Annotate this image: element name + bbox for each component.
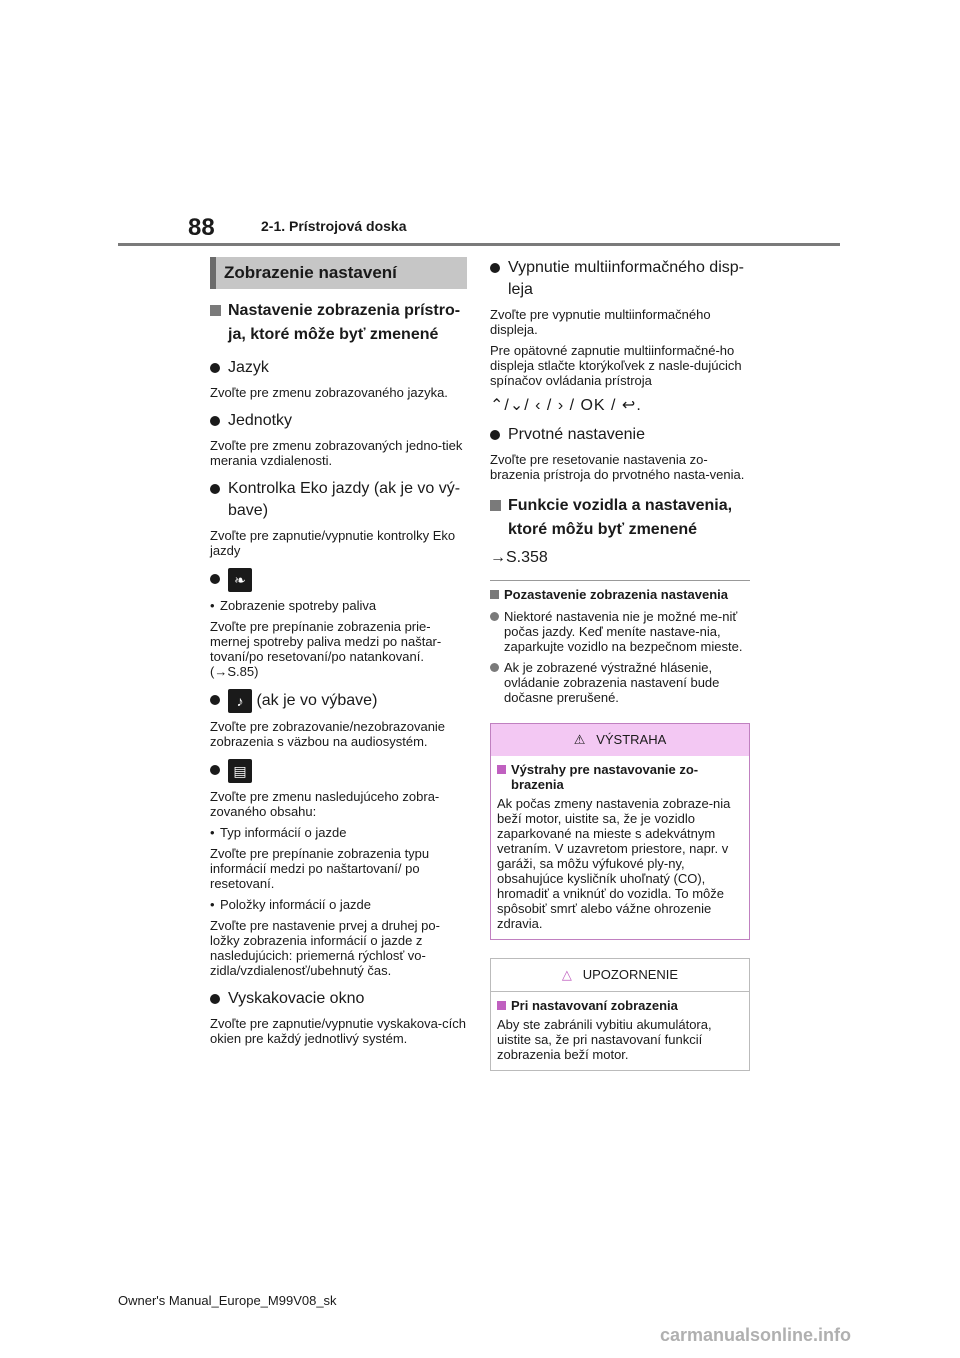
audio-title: (ak je vo výbave) <box>256 692 378 710</box>
item-initial <box>490 424 750 446</box>
bullet-icon <box>490 612 499 621</box>
fuel-desc: Zvoľte pre prepínanie zobrazenia prie-mernej spotreby paliva medzi po naštar-tovaní/po resetovaní/po natankovaní. (→S.85) <box>210 619 442 679</box>
suspension-heading <box>490 587 750 603</box>
square-icon <box>497 1001 506 1010</box>
display-off-desc2: Pre opätovné zapnutie multiinformačné-ho displeja stlačte ktorýkoľvek z nasle-dujúcich spínačov ovládania prístroja <box>490 343 742 388</box>
item-fuel <box>210 568 467 592</box>
leaf-icon: ❧ <box>228 568 252 592</box>
notice-title <box>491 959 749 992</box>
bullet-icon <box>210 994 220 1004</box>
item-trip <box>210 759 467 783</box>
audio-desc: Zvoľte pre zobrazovanie/nezobrazovanie zobrazenia s väzbou na audiosystém. <box>210 719 446 749</box>
trip-desc2: Zvoľte pre nastavenie prvej a druhej po-ložky zobrazenia informácií o jazde z nasledujúcich: priemerná rýchlosť vo-zidla/vzdialenosť/ubehnutý čas. <box>210 918 440 978</box>
item-desc: Zvoľte pre zmenu zobrazovaných jedno-tiek merania vzdialenosti. <box>210 438 463 468</box>
trip-desc: Zvoľte pre zmenu nasledujúceho zobra-zovaného obsahu: <box>210 789 440 819</box>
bullet-icon <box>210 363 220 373</box>
caution-triangle-icon: △ <box>561 967 572 982</box>
item-units <box>210 410 467 432</box>
settings-heading: Zobrazenie nastavení <box>210 257 467 289</box>
item-language <box>210 357 467 379</box>
watermark: carmanualsonline.info <box>660 1325 852 1345</box>
warning-body <box>491 756 749 939</box>
page-number: 88 <box>188 214 215 241</box>
item-desc: Zvoľte pre zapnutie/vypnutie kontrolky Eko jazdy <box>210 528 456 558</box>
bullet-icon <box>490 663 499 672</box>
right-column <box>490 257 750 1071</box>
warning-text: Ak počas zmeny nastavenia zobraze-nia beží motor, uistite sa, že je vozidlo zaparkované na mieste s adekvátnym vetraním. V uzavretom priestore, napr. v garáži, sa môžu výfukové ply-ny, obsahujúce kysličník uhoľnatý (CO), hromadiť a vniknúť do vozidla. To môže spôsobiť smrť alebo vážne ohrozenie zdravia. <box>497 796 731 931</box>
item-popup <box>210 988 467 1010</box>
section-title: 2-1. Prístrojová doska <box>261 218 407 234</box>
popup-title: Vyskakovacie okno <box>228 990 365 1007</box>
notice-box <box>490 958 750 1071</box>
warning-triangle-icon: ⚠ <box>573 732 586 747</box>
square-icon <box>497 765 506 774</box>
trip-sub2-text: Položky informácií o jazde <box>220 897 372 912</box>
trip-sub1-text: Typ informácií o jazde <box>220 825 347 840</box>
bullet-icon <box>490 430 500 440</box>
suspension-item <box>490 609 750 654</box>
left-column <box>210 257 467 1046</box>
control-buttons: ⌃/⌄/ ‹ / › / OK / ↩. <box>490 397 642 414</box>
warning-title <box>491 724 749 756</box>
page-reference: →S.358 <box>490 549 548 566</box>
warning-box <box>490 723 750 940</box>
item-eco <box>210 478 467 522</box>
header-rule <box>118 243 840 246</box>
warning-heading-text: Výstrahy pre nastavovanie zo-brazenia <box>511 762 699 792</box>
notice-body <box>491 992 749 1070</box>
initial-desc: Zvoľte pre resetovanie nastavenia zo-brazenia prístroja do prvotného nasta-venia. <box>490 452 745 482</box>
square-icon <box>490 500 501 511</box>
suspension-title: Pozastavenie zobrazenia nastavenia <box>504 587 728 602</box>
trip-sub1: • Typ informácií o jazde <box>210 825 347 840</box>
notice-heading-text: Pri nastavovaní zobrazenia <box>511 998 678 1013</box>
notice-text: Aby ste zabránili vybitiu akumulátora, uistite sa, že pri nastavovaní funkcií zobrazenia beží motor. <box>497 1017 712 1062</box>
bullet-icon <box>490 263 500 273</box>
item-display-off <box>490 257 750 301</box>
fuel-sub-text: Zobrazenie spotreby paliva <box>220 598 377 613</box>
suspension-item <box>490 660 750 705</box>
functions-heading <box>490 494 750 542</box>
fuel-sub: • Zobrazenie spotreby paliva <box>210 598 377 613</box>
separator <box>490 580 750 581</box>
footer-text: Owner's Manual_Europe_M99V08_sk <box>118 1293 337 1308</box>
warning-title-text: VÝSTRAHA <box>596 732 667 747</box>
popup-desc: Zvoľte pre zapnutie/vypnutie vyskakova-cích okien pre každý jednotlivý systém. <box>210 1016 466 1046</box>
display-off-title: Vypnutie multiinformačného disp-leja <box>508 259 744 298</box>
music-note-icon: ♪ <box>228 689 252 713</box>
item-audio <box>210 689 467 713</box>
item-title: Kontrolka Eko jazdy (ak je vo vý-bave) <box>228 480 461 519</box>
car-info-icon: ▤ <box>228 759 252 783</box>
initial-title: Prvotné nastavenie <box>508 426 645 443</box>
bullet-icon <box>210 574 220 584</box>
trip-desc1: Zvoľte pre prepínanie zobrazenia typu informácií medzi po naštartovaní/ po resetovaní. <box>210 846 430 891</box>
notice-heading <box>497 998 743 1013</box>
bullet-icon <box>210 695 220 705</box>
item-title: Jednotky <box>228 412 293 429</box>
trip-sub2: • Položky informácií o jazde <box>210 897 372 912</box>
suspension-text: Ak je zobrazené výstražné hlásenie, ovládanie zobrazenia nastavení bude dočasne prerušené. <box>504 660 720 705</box>
notice-title-text: UPOZORNENIE <box>582 967 679 982</box>
warning-heading <box>497 762 743 792</box>
item-title: Jazyk <box>228 359 269 376</box>
bullet-icon <box>210 416 220 426</box>
suspension-text: Niektoré nastavenia nie je možné me-niť počas jazdy. Keď meníte nastave-nia, zaparkujte vozidlo na bezpečnom mieste. <box>504 609 743 654</box>
item-desc: Zvoľte pre zmenu zobrazovaného jazyka. <box>210 385 448 400</box>
square-icon <box>210 305 221 316</box>
subheading <box>210 299 467 347</box>
subheading-text: Nastavenie zobrazenia prístro-ja, ktoré môže byť zmenené <box>228 302 461 343</box>
bullet-icon <box>210 484 220 494</box>
display-off-desc1: Zvoľte pre vypnutie multiinformačného displeja. <box>490 307 711 337</box>
functions-title: Funkcie vozidla a nastavenia, ktoré môžu byť zmenené <box>508 497 733 538</box>
square-icon <box>490 590 499 599</box>
bullet-icon <box>210 765 220 775</box>
